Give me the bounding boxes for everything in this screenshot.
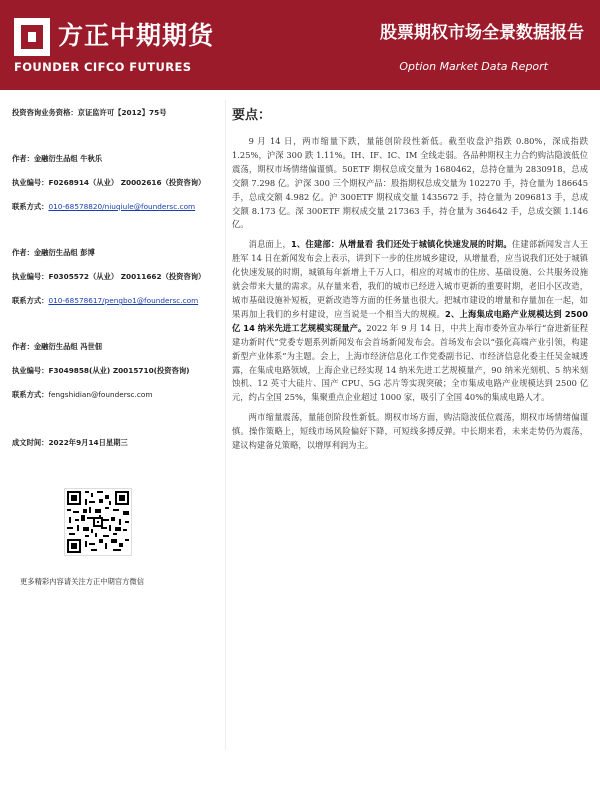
report-header xyxy=(0,0,600,90)
author-1-email-link[interactable]: 010-68578820/niuqiule@foundersc.com xyxy=(48,202,196,211)
news-paragraph xyxy=(232,238,588,405)
strategy-paragraph: 两市缩量震荡，量能创阶段性新低。期权市场方面，购沽隐波低位震荡，期权市场情绪偏谨慎。操作策略上，短线市场风险偏好下降，可短线多搏反弹。中长期来看，未来走势仍为震荡，建议构建备兑策略，以增厚利润为主。 xyxy=(232,412,588,451)
author-2-name: 作者：金融衍生品组 彭博 xyxy=(12,248,95,257)
qualification-text: 投资咨询业务资格：京证监许可【2012】75号 xyxy=(12,108,167,117)
market-summary-paragraph: 9 月 14 日，两市缩量下跌，量能创阶段性新低。截至收盘沪指跌 0.80%，深成指跌 1.25%，沪深 300 跌 1.11%。IH、IF、IC、IM 全线走弱。各品种期权主力合约购沽隐波低位震荡，期权市场情绪偏谨慎。50ETF 期权总成交量为 1680462，总持仓量为 2830918，总成交额 7.298 亿。沪深 300 三个期权产品：股指期权总成交量为 102270 手，持仓量为 186645 手，总成交额 4.982 亿。沪 300ETF 期权成交量 1435672 手，持仓量为 2096813 手，总成交额 8.173 亿。深 300ETF 期权成交量 217363 手，持仓量为 364642 手，总成交额 1.146 亿。 xyxy=(232,136,588,230)
author-1-name: 作者：金融衍生品组 牛秋乐 xyxy=(12,154,103,163)
author-3-license: 执业编号：F3049858(从业) Z0015710(投资咨询) xyxy=(12,366,190,375)
qr-caption: 更多精彩内容请关注方正中期官方微信 xyxy=(20,577,145,586)
news-body-2: 2022 年 9 月 14 日，中共上海市委外宣办举行“奋进新征程建功新时代”党委专题系列新闻发布会首场新闻发布会。首场发布会以“强化高端产业引领，构建新型产业体系”为主题。会上，上海市经济信息化工作党委副书记、市经济信息化委主任吴金城透露，在集成电路领域，上海企业已经实现 14 纳米先进工艺规模量产，90 纳米光刻机、5 纳米刻蚀机、12 英寸大硅片、国产 CPU、5G 芯片等实现突破；全市集成电路产业规模达到 2500 亿元，约占全国 25%，集聚重点企业超过 1000 家，吸引了全国 40%的集成电路人才。 xyxy=(232,322,588,403)
news-headline-2: 2、上海集成电路产业规模达到 2500 亿 14 纳米先进工艺规模实现量产。 xyxy=(232,308,588,333)
author-2-email-link[interactable]: 010-68578617/pengbo1@foundersc.com xyxy=(48,296,199,305)
author-3-email: fengshidian@foundersc.com xyxy=(48,390,153,399)
report-title: 股票期权市场全景数据报告 xyxy=(380,23,584,43)
company-logo-icon xyxy=(14,18,50,56)
author-2-license: 执业编号：F0305572（从业） Z0011662（投资咨询） xyxy=(12,272,206,281)
qr-code-icon xyxy=(64,488,132,556)
main-content xyxy=(232,104,588,459)
news-intro: 消息面上， xyxy=(248,239,291,250)
author-1-license: 执业编号：F0268914（从业） Z0002616（投资咨询） xyxy=(12,178,206,187)
author-3-name: 作者：金融衍生品组 冯世佃 xyxy=(12,342,103,351)
key-points-title: 要点： xyxy=(232,108,272,123)
report-subtitle: Option Market Data Report xyxy=(399,60,548,73)
author-3-contact: 联系方式：fengshidian@foundersc.com xyxy=(12,390,153,399)
author-2-contact: 联系方式：010-68578617/pengbo1@foundersc.com xyxy=(12,296,199,305)
company-name-cn: 方正中期期货 xyxy=(58,21,215,50)
news-headline-1: 1、住建部：从增量看 我们还处于城镇化快速发展的时期。 xyxy=(290,239,512,250)
company-name-en: FOUNDER CIFCO FUTURES xyxy=(14,60,192,74)
author-1-contact: 联系方式：010-68578820/niuqiule@foundersc.com xyxy=(12,202,196,211)
column-divider xyxy=(225,100,226,750)
news-body-1: 住建部新闻发言人王胜军 14 日在新闻发布会上表示，讲到下一步的住房城乡建设，从增量看，应当说我们还处于城镇化快速发展的时期，城镇每年新增上千万人口，相应的对城市的住房、基础设施、公共服务设施就会带来大量的需求。从存量来看，我们的城市已经进入城市更新的重要时期，老旧小区改造，城市基础设施补短板，更新改造等方面的任务量也很大。把城市建设的增量和存量加在一起，如果再加上我们的乡村建设，应当说是一个相当大的规模。 xyxy=(232,239,589,319)
publish-date: 成文时间：2022年9月14日星期三 xyxy=(12,438,128,447)
